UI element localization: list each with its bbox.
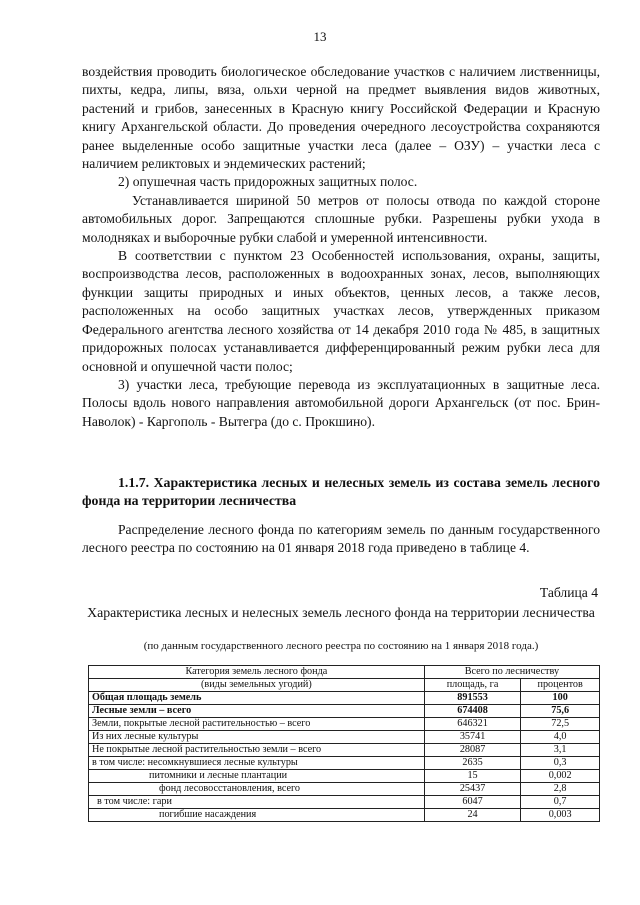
row-area: 28087 [424, 744, 521, 757]
row-percent: 3,1 [521, 744, 600, 757]
table-header-row-1 [89, 666, 600, 679]
row-label: питомники и лесные плантации [89, 770, 425, 783]
row-label: Из них лесные культуры [89, 731, 425, 744]
section-paragraph: Распределение лесного фонда по категориям земель по данным государственного лесного реестра по состоянию на 01 января 2018 года приведено в таблице 4. [82, 522, 600, 556]
page-number: 13 [313, 29, 327, 44]
table-row [89, 744, 600, 757]
row-label: фонд лесовосстановления, всего [89, 783, 425, 796]
table-row [89, 705, 600, 718]
table-caption: Характеристика лесных и нелесных земель лесного фонда на территории лесничества [87, 605, 595, 620]
row-area: 35741 [424, 731, 521, 744]
row-area: 24 [424, 809, 521, 822]
paragraph-3: Устанавливается шириной 50 метров от полосы отвода по каждой стороне автомобильных дорог. Запрещаются сплошные рубки. Разрешены рубки ухода в молодняках и выборочные рубки слабой и умеренной интенсивности. [82, 192, 600, 245]
section-heading: 1.1.7. Характеристика лесных и нелесных земель из состава земель лесного фонда на территории лесничества [82, 475, 600, 509]
row-label: Земли, покрытые лесной растительностью – всего [89, 718, 425, 731]
table-subcaption: (по данным государственного лесного реестра по состоянию на 1 января 2018 года.) [143, 640, 539, 652]
row-area: 674408 [424, 705, 521, 718]
table-header-row-2 [89, 679, 600, 692]
table-row [89, 809, 600, 822]
row-percent: 4,0 [521, 731, 600, 744]
row-label: погибшие насаждения [89, 809, 425, 822]
row-percent: 100 [521, 692, 600, 705]
land-category-table [88, 665, 600, 822]
row-area: 6047 [424, 796, 521, 809]
row-percent: 2,8 [521, 783, 600, 796]
table-row [89, 796, 600, 809]
header-category-line1: Категория земель лесного фонда [89, 666, 425, 679]
body-text [82, 63, 600, 431]
row-label: Не покрытые лесной растительностью земли – всего [89, 744, 425, 757]
row-label: Общая площадь земель [89, 692, 425, 705]
row-percent: 0,7 [521, 796, 600, 809]
table-row [89, 757, 600, 770]
row-percent: 72,5 [521, 718, 600, 731]
row-area: 15 [424, 770, 521, 783]
row-area: 25437 [424, 783, 521, 796]
header-group: Всего по лесничеству [424, 666, 599, 679]
row-area: 646321 [424, 718, 521, 731]
row-percent: 0,3 [521, 757, 600, 770]
table-row [89, 718, 600, 731]
table-row [89, 783, 600, 796]
paragraph-5: 3) участки леса, требующие перевода из эксплуатационных в защитные леса. Полосы вдоль нового направления автомобильной дороги Архангельск (от пос. Брин-Наволок) - Каргополь - Вытегра (до с. Прокшино). [82, 376, 600, 429]
table-row [89, 731, 600, 744]
table-row [89, 692, 600, 705]
table-label: Таблица 4 [539, 585, 598, 600]
header-percent: процентов [521, 679, 600, 692]
row-area: 891553 [424, 692, 521, 705]
row-label: в том числе: несомкнувшиеся лесные культуры [89, 757, 425, 770]
row-percent: 0,003 [521, 809, 600, 822]
row-percent: 0,002 [521, 770, 600, 783]
table-row [89, 770, 600, 783]
row-label: Лесные земли – всего [89, 705, 425, 718]
paragraph-4: В соответствии с пунктом 23 Особенностей использования, охраны, защиты, воспроизводства лесов, расположенных в водоохранных зонах, лесов, выполняющих функции защиты природных и иных объектов, ценных лесов, а также лесов, расположенных на особо защитных участках лесов, утвержденных приказом Федерального агентства лесного хозяйства от 14 декабря 2010 года № 485, в защитных придорожных полосах устанавливается дифференцированный режим рубки леса для основной и опушечной части полос; [82, 248, 600, 374]
row-percent: 75,6 [521, 705, 600, 718]
row-label: в том числе: гари [89, 796, 425, 809]
paragraph-2: 2) опушечная часть придорожных защитных полос. [118, 174, 418, 190]
header-area: площадь, га [424, 679, 521, 692]
paragraph-1: воздействия проводить биологическое обследование участков с наличием лиственницы, пихты, кедра, липы, вяза, ольхи черной на предмет выявления видов животных, растений и грибов, занесенных в Красную книгу Российской Федерации и Красную книгу Архангельской области. До проведения очередного лесоустройства сохраняются ранее выделенные особо защитные участки леса (далее – ОЗУ) – участки леса с наличием реликтовых и эндемических растений; [82, 64, 600, 172]
header-category-line2: (виды земельных угодий) [89, 679, 425, 692]
row-area: 2635 [424, 757, 521, 770]
